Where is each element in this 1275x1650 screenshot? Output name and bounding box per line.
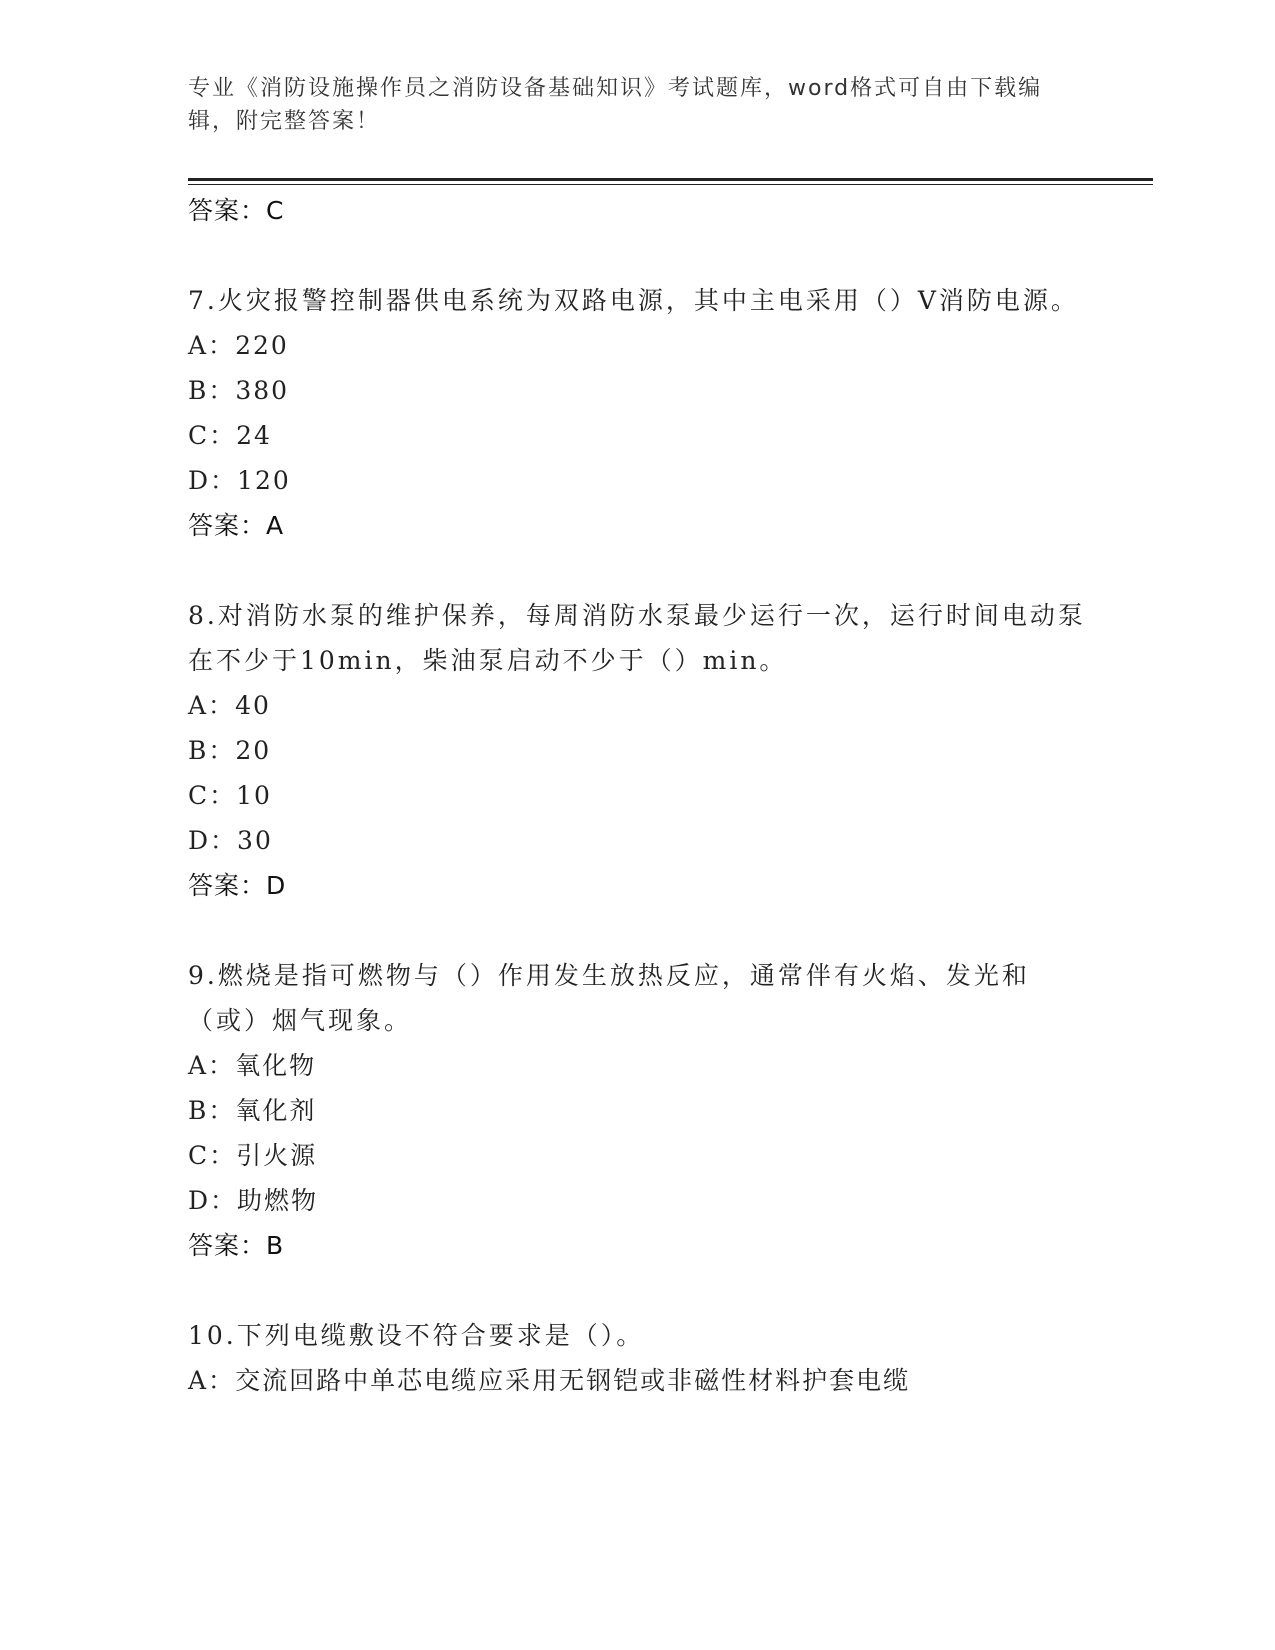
option-c: [188, 413, 1088, 458]
option-b: [188, 728, 1088, 773]
option-label: C：: [188, 781, 237, 810]
option-label: A：: [188, 691, 236, 720]
answer-line: 答案：B: [188, 1231, 285, 1260]
question-text: 9.燃烧是指可燃物与（）作用发生放热反应，通常伴有火焰、发光和（或）烟气现象。: [188, 961, 1030, 1035]
option-value: 助燃物: [237, 1186, 319, 1215]
option-value: 氧化物: [235, 1051, 317, 1080]
option-value: 20: [235, 736, 272, 765]
previous-answer: 答案：C: [188, 196, 285, 225]
option-value: 40: [235, 691, 271, 720]
option-value: 220: [235, 331, 289, 360]
option-a: [188, 683, 1088, 728]
option-label: C：: [188, 1141, 237, 1170]
question-7: [188, 278, 1088, 548]
option-value: 30: [237, 826, 273, 855]
question-10: [188, 1313, 1088, 1403]
option-a: [188, 323, 1088, 368]
option-d: [188, 1178, 1088, 1223]
option-b: [188, 1088, 1088, 1133]
answer-line: 答案：D: [188, 871, 287, 900]
option-label: D：: [188, 1186, 238, 1215]
question-text: 10.下列电缆敷设不符合要求是（）。: [188, 1321, 645, 1350]
option-value: 380: [235, 376, 290, 405]
header-rule-thin: [188, 184, 1153, 185]
header-rule-thick: [188, 178, 1153, 181]
question-text: 8.对消防水泵的维护保养，每周消防水泵最少运行一次，运行时间电动泵在不少于10min，柴油泵启动不少于（）min。: [188, 601, 1086, 675]
question-8: [188, 593, 1088, 908]
option-label: D：: [188, 466, 238, 495]
option-value: 氧化剂: [235, 1096, 317, 1125]
option-a: [188, 1043, 1088, 1088]
option-label: A：: [188, 1366, 236, 1395]
option-label: A：: [188, 331, 236, 360]
question-9: [188, 953, 1088, 1268]
option-value: 引火源: [236, 1141, 318, 1170]
question-text: 7.火灾报警控制器供电系统为双路电源，其中主电采用（）V消防电源。: [188, 286, 1079, 315]
option-label: B：: [188, 376, 236, 405]
option-b: [188, 368, 1088, 413]
option-d: [188, 458, 1088, 503]
option-label: B：: [188, 1096, 236, 1125]
option-value: 24: [236, 421, 272, 450]
option-c: [188, 1133, 1088, 1178]
question-list: [188, 188, 1088, 1403]
option-label: A：: [188, 1051, 236, 1080]
option-label: D：: [188, 826, 238, 855]
option-label: C：: [188, 421, 237, 450]
option-d: [188, 818, 1088, 863]
option-label: B：: [188, 736, 236, 765]
option-c: [188, 773, 1088, 818]
option-value: 10: [236, 781, 272, 810]
option-value: 120: [237, 466, 291, 495]
option-value: 交流回路中单芯电缆应采用无钢铠或非磁性材料护套电缆: [235, 1366, 911, 1395]
answer-line: 答案：A: [188, 511, 285, 540]
option-a: [188, 1358, 1088, 1403]
page-header: 专业《消防设施操作员之消防设备基础知识》考试题库，word格式可自由下载编辑，附完整答案！: [188, 76, 1043, 134]
